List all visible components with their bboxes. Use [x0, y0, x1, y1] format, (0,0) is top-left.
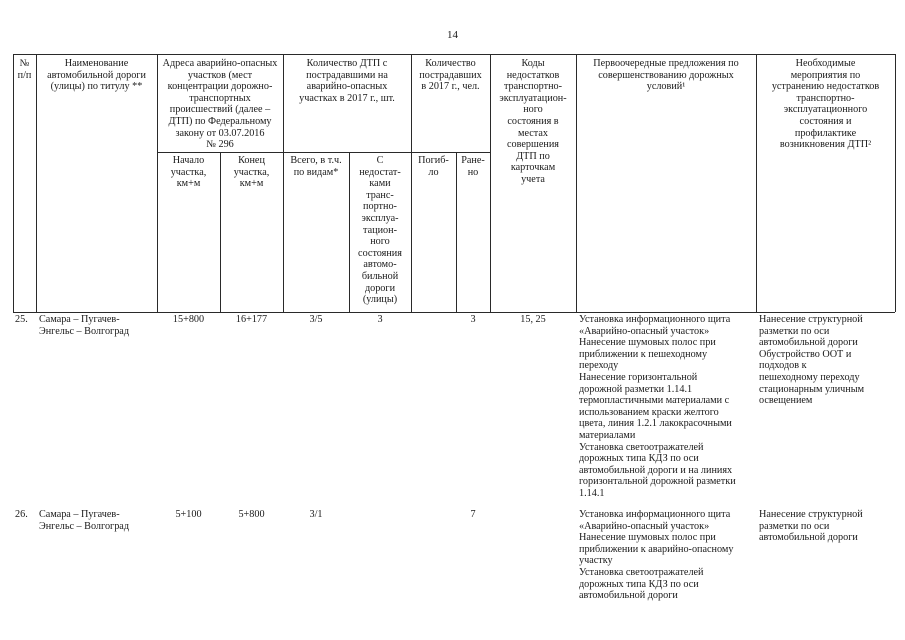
- header-addresses: Адреса аварийно-опасных участков (мест концентрации дорожно- транспортных происшествий (далее – ДТП) по Федеральному закону от 03.07.2016 № 296: [162, 58, 278, 151]
- header-end: Конец участка, км+м: [233, 155, 270, 190]
- header-with-defects: С недостат- ками транс- портно- эксплуа- тацион- ного состояния автомо- бильной дороги (улицы): [358, 155, 402, 306]
- row-proposals: Установка информационного щита «Аварийно-опасный участок» Нанесение шумовых полос при приближении к аварийно-опасному участку Установка светоотражателей дорожных типа КДЗ по оси автомобильной дороги: [579, 509, 734, 602]
- row-total: 3/1: [309, 509, 323, 520]
- row-road-name: Самара – Пугачев- Энгельс – Волгоград: [39, 314, 130, 337]
- row-with-defects: 3: [377, 314, 383, 325]
- row-road-name: Самара – Пугачев- Энгельс – Волгоград: [39, 509, 130, 532]
- row-total: 3/5: [309, 314, 323, 325]
- row-start: 15+800: [172, 314, 205, 325]
- header-dtp-count: Количество ДТП с пострадавшими на аварийно-опасных участках в 2017 г., шт.: [299, 58, 395, 104]
- header-codes: Коды недостатков транспортно- эксплуатацион- ного состояния в местах совершения ДТП по карточкам учета: [499, 58, 567, 185]
- row-start: 5+100: [175, 509, 202, 520]
- row-proposals: Установка информационного щита «Аварийно-опасный участок» Нанесение шумовых полос при приближении к пешеходному переходу Нанесение горизонтальной дорожной разметки 1.14.1 термопластичными материалами с использованием краски желтого цвета, линия 1.2.1 лакокрасочными материалами Установка светоотражателей дорожных типа КДЗ по оси автомобильной дороги и на линиях горизонтальной дорожной разметки 1.14.1: [579, 314, 736, 499]
- row-measures: Нанесение структурной разметки по оси автомобильной дороги Обустройство ООТ и подходов к пешеходному переходу стационарным уличным освещением: [759, 314, 865, 407]
- header-proposals: Первоочередные предложения по совершенствованию дорожных условий¹: [593, 58, 739, 93]
- row-measures: Нанесение структурной разметки по оси автомобильной дороги: [759, 509, 863, 544]
- row-num: 26.: [15, 509, 28, 520]
- header-victims: Количество пострадавших в 2017 г., чел.: [419, 58, 482, 93]
- page-number: 14: [447, 29, 458, 41]
- row-codes: 15, 25: [520, 314, 546, 325]
- header-start: Начало участка, км+м: [170, 155, 207, 190]
- header-injured: Ране- но: [461, 155, 485, 178]
- row-num: 25.: [15, 314, 28, 325]
- header-total: Всего, в т.ч. по видам*: [290, 155, 342, 178]
- row-injured: 3: [470, 314, 476, 325]
- row-end: 5+800: [238, 509, 265, 520]
- header-road-name: Наименование автомобильной дороги (улицы) по титулу **: [47, 58, 146, 93]
- row-end: 16+177: [235, 314, 268, 325]
- header-num: № п/п: [17, 58, 32, 81]
- header-killed: Погиб- ло: [418, 155, 449, 178]
- row-injured: 7: [470, 509, 476, 520]
- header-measures: Необходимые мероприятия по устранению недостатков транспортно- эксплуатационного состояния и профилактике возникновения ДТП²: [771, 58, 880, 151]
